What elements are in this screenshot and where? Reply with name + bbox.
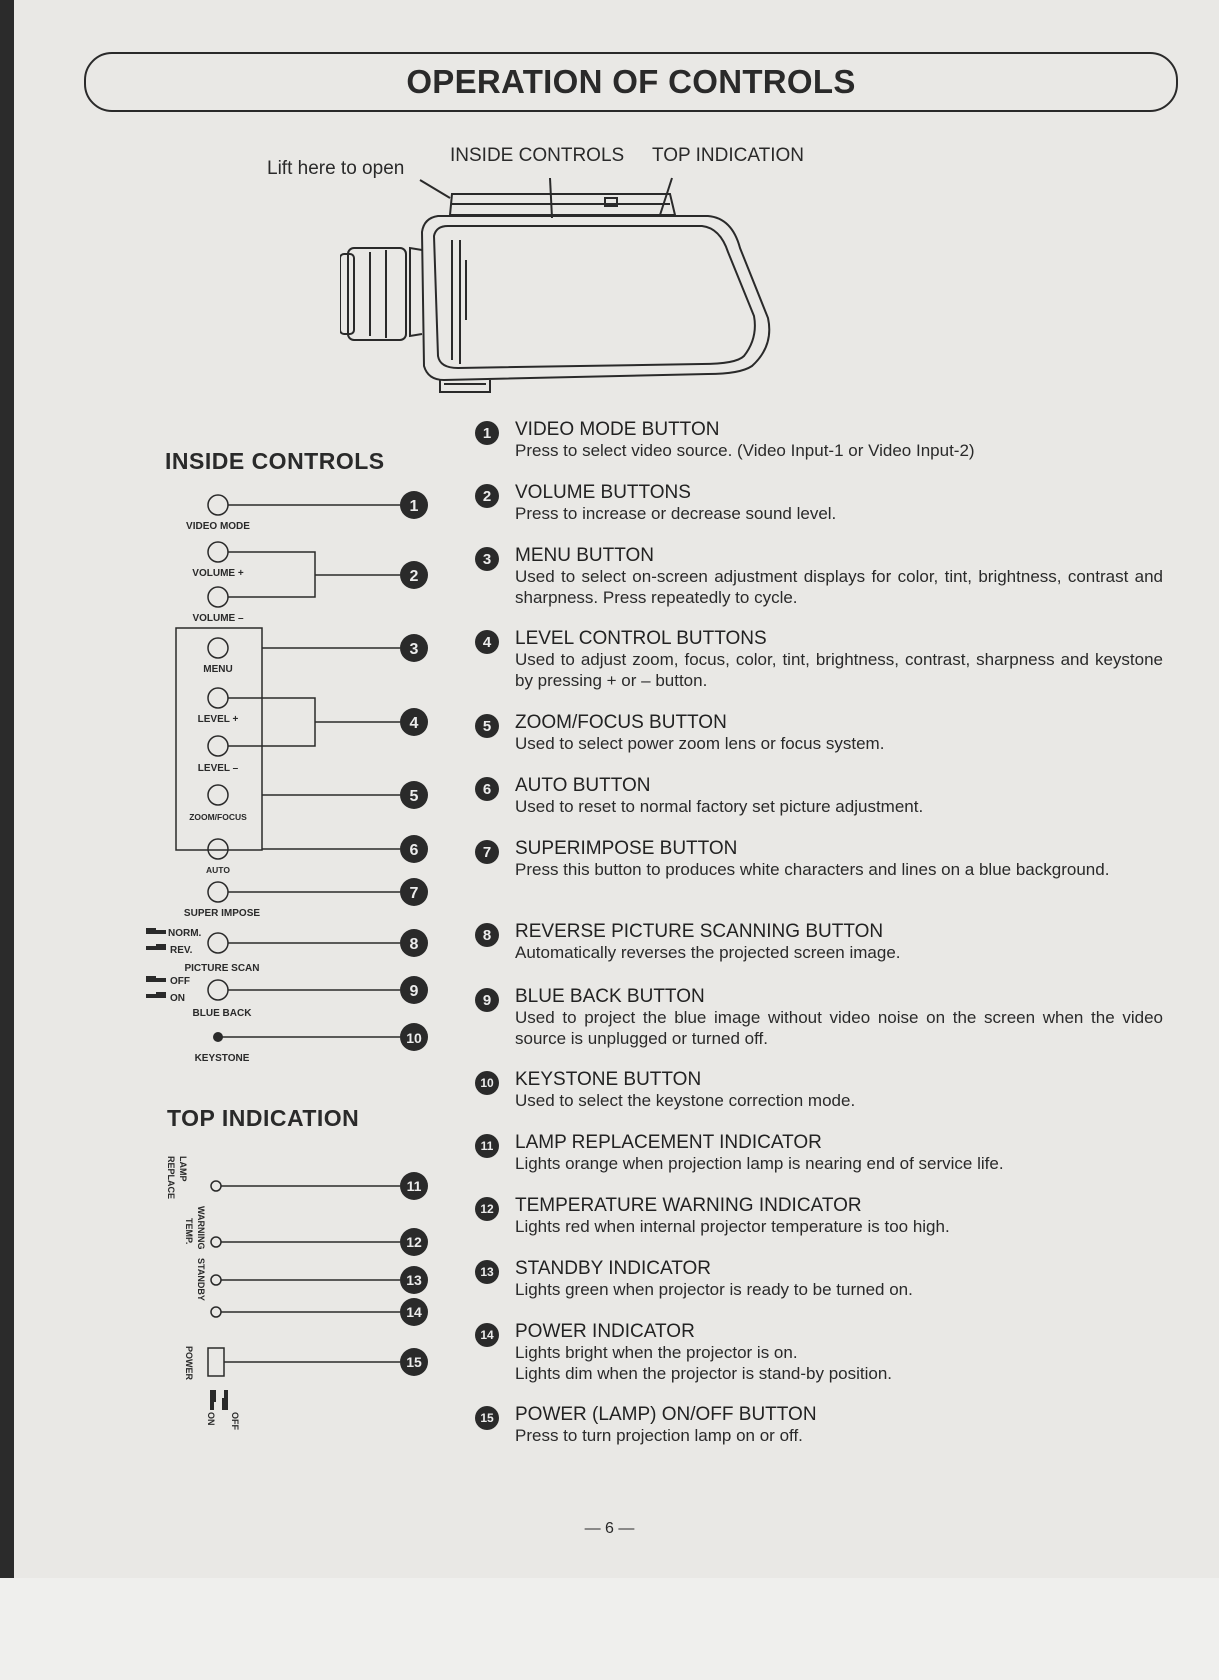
item-number-badge: 5: [475, 714, 499, 738]
item-description: Press to turn projection lamp on or off.: [515, 1426, 803, 1445]
item-title: VOLUME BUTTONS: [515, 482, 691, 503]
svg-text:9: 9: [409, 983, 419, 1000]
label-top-off: OFF: [230, 1412, 240, 1430]
item-number-badge: 9: [475, 988, 499, 1012]
svg-text:2: 2: [409, 568, 419, 585]
label-picture-scan: PICTURE SCAN: [184, 963, 260, 974]
item-description: Used to select on-screen adjustment displays for color, tint, brightness, contrast and sharpness. Press repeatedly to cycle.: [515, 567, 1163, 607]
binding-spine: [0, 0, 14, 1680]
panel-badge-6: [400, 835, 428, 863]
item-number-badge: 13: [475, 1260, 499, 1284]
panel-badge-3: [400, 634, 428, 662]
panel-badge-1: [400, 491, 428, 519]
callout-inside-controls: INSIDE CONTROLS: [450, 145, 625, 166]
svg-text:6: 6: [409, 842, 419, 859]
item-description: Used to project the blue image without video noise on the screen when the video source is unplugged or turned off.: [515, 1008, 1163, 1048]
top-badge-15: [400, 1348, 428, 1376]
heading-top-indication: TOP INDICATION: [167, 1105, 360, 1131]
label-lamp: LAMP: [178, 1156, 188, 1182]
svg-text:3: 3: [409, 641, 419, 658]
top-indication-diagram: [160, 1140, 440, 1440]
heading-inside-controls: INSIDE CONTROLS: [165, 448, 385, 474]
inside-controls-panel-diagram: [140, 480, 440, 1070]
item-number-badge: 6: [475, 777, 499, 801]
item-title: KEYSTONE BUTTON: [515, 1069, 702, 1090]
item-title: POWER INDICATOR: [515, 1321, 695, 1342]
item-description: Lights orange when projection lamp is nearing end of service life.: [515, 1154, 1004, 1173]
panel-badge-5: [400, 781, 428, 809]
item-number-badge: 10: [475, 1071, 499, 1095]
label-warning: WARNING: [196, 1206, 206, 1250]
top-badge-14: [400, 1298, 428, 1326]
item-title: LEVEL CONTROL BUTTONS: [515, 628, 767, 649]
label-volume-plus: VOLUME +: [192, 568, 244, 579]
panel-badge-4: [400, 708, 428, 736]
label-power: POWER: [184, 1346, 194, 1381]
item-number-badge: 2: [475, 484, 499, 508]
item-number-badge: 4: [475, 630, 499, 654]
item-description: Used to adjust zoom, focus, color, tint, brightness, contrast, sharpness and keystone by pressing + or – button.: [515, 650, 1163, 690]
item-title: SUPERIMPOSE BUTTON: [515, 838, 738, 859]
item-description: Used to select the keystone correction mode.: [515, 1091, 856, 1110]
panel-badge-7: [400, 878, 428, 906]
item-description: Lights bright when the projector is on. Lights dim when the projector is stand-by position.: [515, 1343, 893, 1383]
label-blue-back: BLUE BACK: [192, 1008, 252, 1019]
item-description: Used to select power zoom lens or focus system.: [515, 734, 885, 753]
label-level-minus: LEVEL –: [197, 763, 239, 774]
item-description: Press this button to produces white characters and lines on a blue background.: [515, 860, 1110, 879]
item-description: Press to increase or decrease sound level.: [515, 504, 837, 523]
item-number-badge: 8: [475, 923, 499, 947]
top-badge-11: [400, 1172, 428, 1200]
item-title: ZOOM/FOCUS BUTTON: [515, 712, 727, 733]
label-menu: MENU: [203, 664, 233, 675]
label-top-on: ON: [206, 1412, 216, 1426]
item-title: MENU BUTTON: [515, 545, 654, 566]
svg-text:13: 13: [406, 1272, 422, 1288]
panel-badge-8: [400, 929, 428, 957]
svg-text:15: 15: [406, 1354, 422, 1370]
label-super-impose: SUPER IMPOSE: [183, 908, 261, 919]
item-title: TEMPERATURE WARNING INDICATOR: [515, 1195, 862, 1216]
label-rev: REV.: [170, 945, 193, 956]
item-description: Automatically reverses the projected screen image.: [515, 943, 901, 962]
callout-top-indication: TOP INDICATION: [652, 145, 805, 166]
panel-badge-10: [400, 1023, 428, 1051]
label-zoom-focus: ZOOM/FOCUS: [189, 812, 247, 822]
item-description: Lights red when internal projector temperature is too high.: [515, 1217, 950, 1236]
title-banner: [84, 52, 1178, 112]
top-badge-13: [400, 1266, 428, 1294]
svg-text:8: 8: [409, 936, 419, 953]
panel-badge-9: [400, 976, 428, 1004]
item-title: AUTO BUTTON: [515, 775, 651, 796]
svg-text:4: 4: [409, 715, 419, 732]
callout-lift-here: Lift here to open: [267, 158, 405, 179]
label-standby: STANDBY: [196, 1258, 206, 1301]
item-description: Lights green when projector is ready to be turned on.: [515, 1280, 913, 1299]
page-number: — 6 —: [584, 1520, 635, 1537]
item-number-badge: 15: [475, 1406, 499, 1430]
label-video-mode: VIDEO MODE: [186, 521, 250, 532]
item-title: POWER (LAMP) ON/OFF BUTTON: [515, 1404, 817, 1425]
item-number-badge: 12: [475, 1197, 499, 1221]
svg-text:7: 7: [409, 885, 419, 902]
label-auto: AUTO: [206, 865, 230, 875]
projector-illustration: [340, 170, 800, 410]
svg-text:10: 10: [406, 1030, 422, 1046]
label-on: ON: [170, 993, 185, 1004]
item-number-badge: 11: [475, 1134, 499, 1158]
item-description: Press to select video source. (Video Input-1 or Video Input-2): [515, 441, 975, 460]
svg-text:14: 14: [406, 1304, 422, 1320]
label-temp: TEMP.: [184, 1218, 194, 1245]
label-volume-minus: VOLUME –: [192, 613, 244, 624]
scan-margin: [0, 1578, 1219, 1680]
item-title: LAMP REPLACEMENT INDICATOR: [515, 1132, 822, 1153]
svg-text:5: 5: [409, 788, 419, 805]
label-level-plus: LEVEL +: [197, 714, 239, 725]
item-title: REVERSE PICTURE SCANNING BUTTON: [515, 921, 884, 942]
label-replace: REPLACE: [166, 1156, 176, 1200]
svg-text:12: 12: [406, 1234, 422, 1250]
item-title: BLUE BACK BUTTON: [515, 986, 705, 1007]
item-number-badge: 7: [475, 840, 499, 864]
panel-badge-2: [400, 561, 428, 589]
top-badge-12: [400, 1228, 428, 1256]
label-keystone: KEYSTONE: [194, 1053, 250, 1064]
item-number-badge: 14: [475, 1323, 499, 1347]
item-title: STANDBY INDICATOR: [515, 1258, 712, 1279]
item-description: Used to reset to normal factory set picture adjustment.: [515, 797, 924, 816]
page-title: OPERATION OF CONTROLS: [406, 63, 856, 100]
svg-text:1: 1: [409, 498, 419, 515]
item-number-badge: 3: [475, 547, 499, 571]
item-number-badge: 1: [475, 421, 499, 445]
label-norm: NORM.: [168, 928, 202, 939]
svg-text:11: 11: [406, 1178, 422, 1194]
label-off: OFF: [170, 976, 190, 987]
item-title: VIDEO MODE BUTTON: [515, 419, 720, 440]
